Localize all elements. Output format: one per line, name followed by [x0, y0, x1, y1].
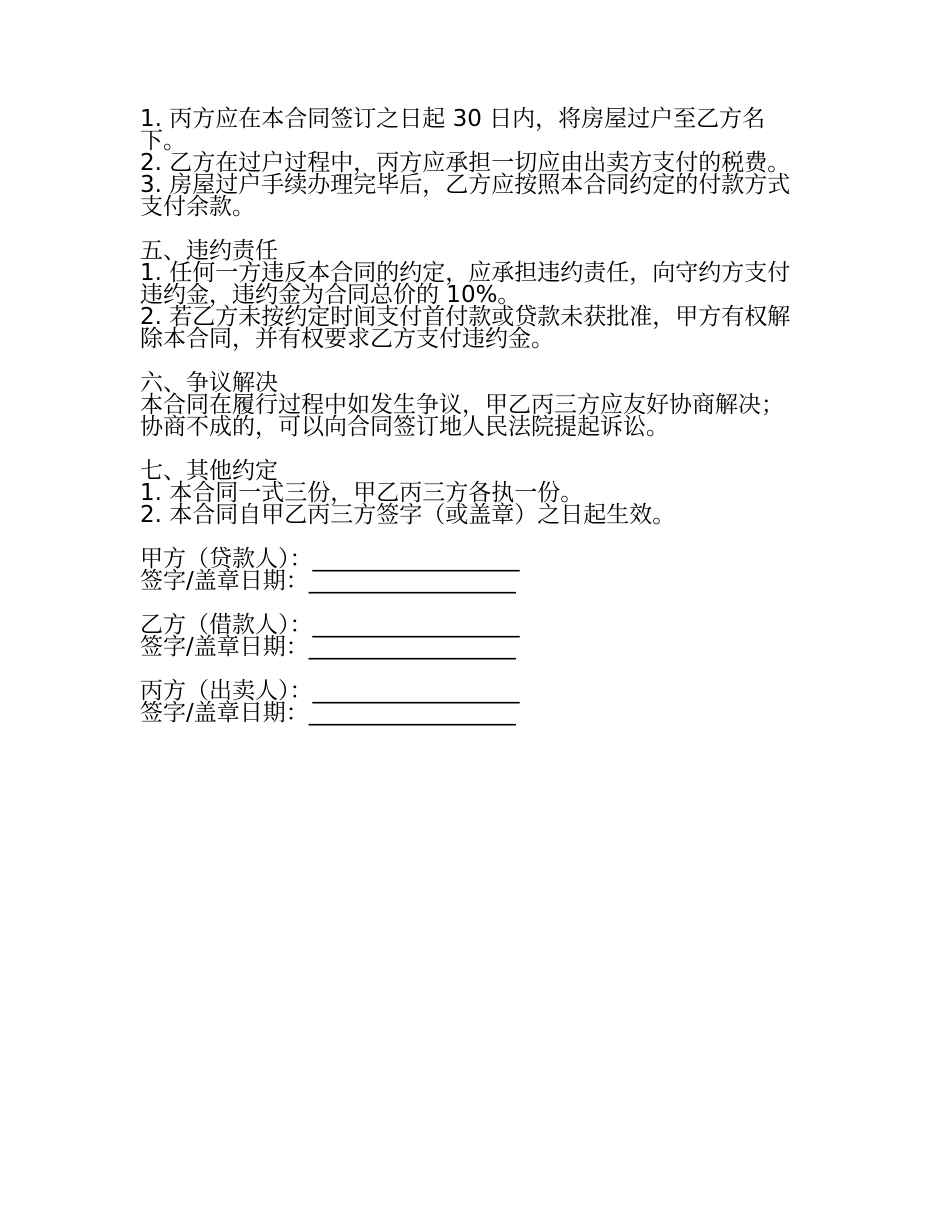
section-5-item-1: 1. 任何一方违反本合同的约定，应承担违约责任，向守约方支付违约金，违约金为合同总价的 10%。 — [140, 260, 791, 308]
section-6-text: 本合同在履行过程中如发生争议，甲乙丙三方应友好协商解决；协商不成的，可以向合同签订地人民法院提起诉讼。 — [140, 392, 784, 440]
spacer — [140, 658, 805, 680]
party-b-date-line[interactable]: 签字/盖章日期：__________________ — [140, 634, 516, 660]
spacer — [140, 526, 805, 548]
spacer — [140, 592, 805, 614]
section-4-item-1: 1. 丙方应在本合同签订之日起 30 日内，将房屋过户至乙方名下。 — [140, 106, 766, 154]
section-7-item-1: 1. 本合同一式三份，甲乙丙三方各执一份。 — [140, 480, 584, 506]
section-4-list — [140, 108, 805, 218]
section-5-heading: 五、违约责任 — [140, 238, 278, 264]
spacer — [140, 350, 805, 372]
party-a-date-line[interactable]: 签字/盖章日期：__________________ — [140, 568, 516, 594]
section-7-item-2: 2. 本合同自甲乙丙三方签字（或盖章）之日起生效。 — [140, 502, 676, 528]
signature-party-c — [140, 680, 805, 724]
section-5 — [140, 240, 805, 350]
spacer — [140, 218, 805, 240]
spacer — [140, 438, 805, 460]
party-c-date-line[interactable]: 签字/盖章日期：__________________ — [140, 700, 516, 726]
section-4-item-2: 2. 乙方在过户过程中，丙方应承担一切应由出卖方支付的税费。 — [140, 150, 791, 176]
section-6-heading: 六、争议解决 — [140, 370, 278, 396]
party-a-signature-line[interactable]: 甲方（贷款人）：__________________ — [140, 546, 520, 572]
section-5-item-2: 2. 若乙方未按约定时间支付首付款或贷款未获批准，甲方有权解除本合同，并有权要求乙方支付违约金。 — [140, 304, 791, 352]
contract-page — [140, 108, 805, 724]
section-6 — [140, 372, 805, 438]
section-4-item-3: 3. 房屋过户手续办理完毕后，乙方应按照本合同约定的付款方式支付余款。 — [140, 172, 791, 220]
signature-party-b — [140, 614, 805, 658]
party-c-signature-line[interactable]: 丙方（出卖人）：__________________ — [140, 678, 520, 704]
section-7-heading: 七、其他约定 — [140, 458, 278, 484]
section-7 — [140, 460, 805, 526]
signature-party-a — [140, 548, 805, 592]
party-b-signature-line[interactable]: 乙方（借款人）：__________________ — [140, 612, 520, 638]
